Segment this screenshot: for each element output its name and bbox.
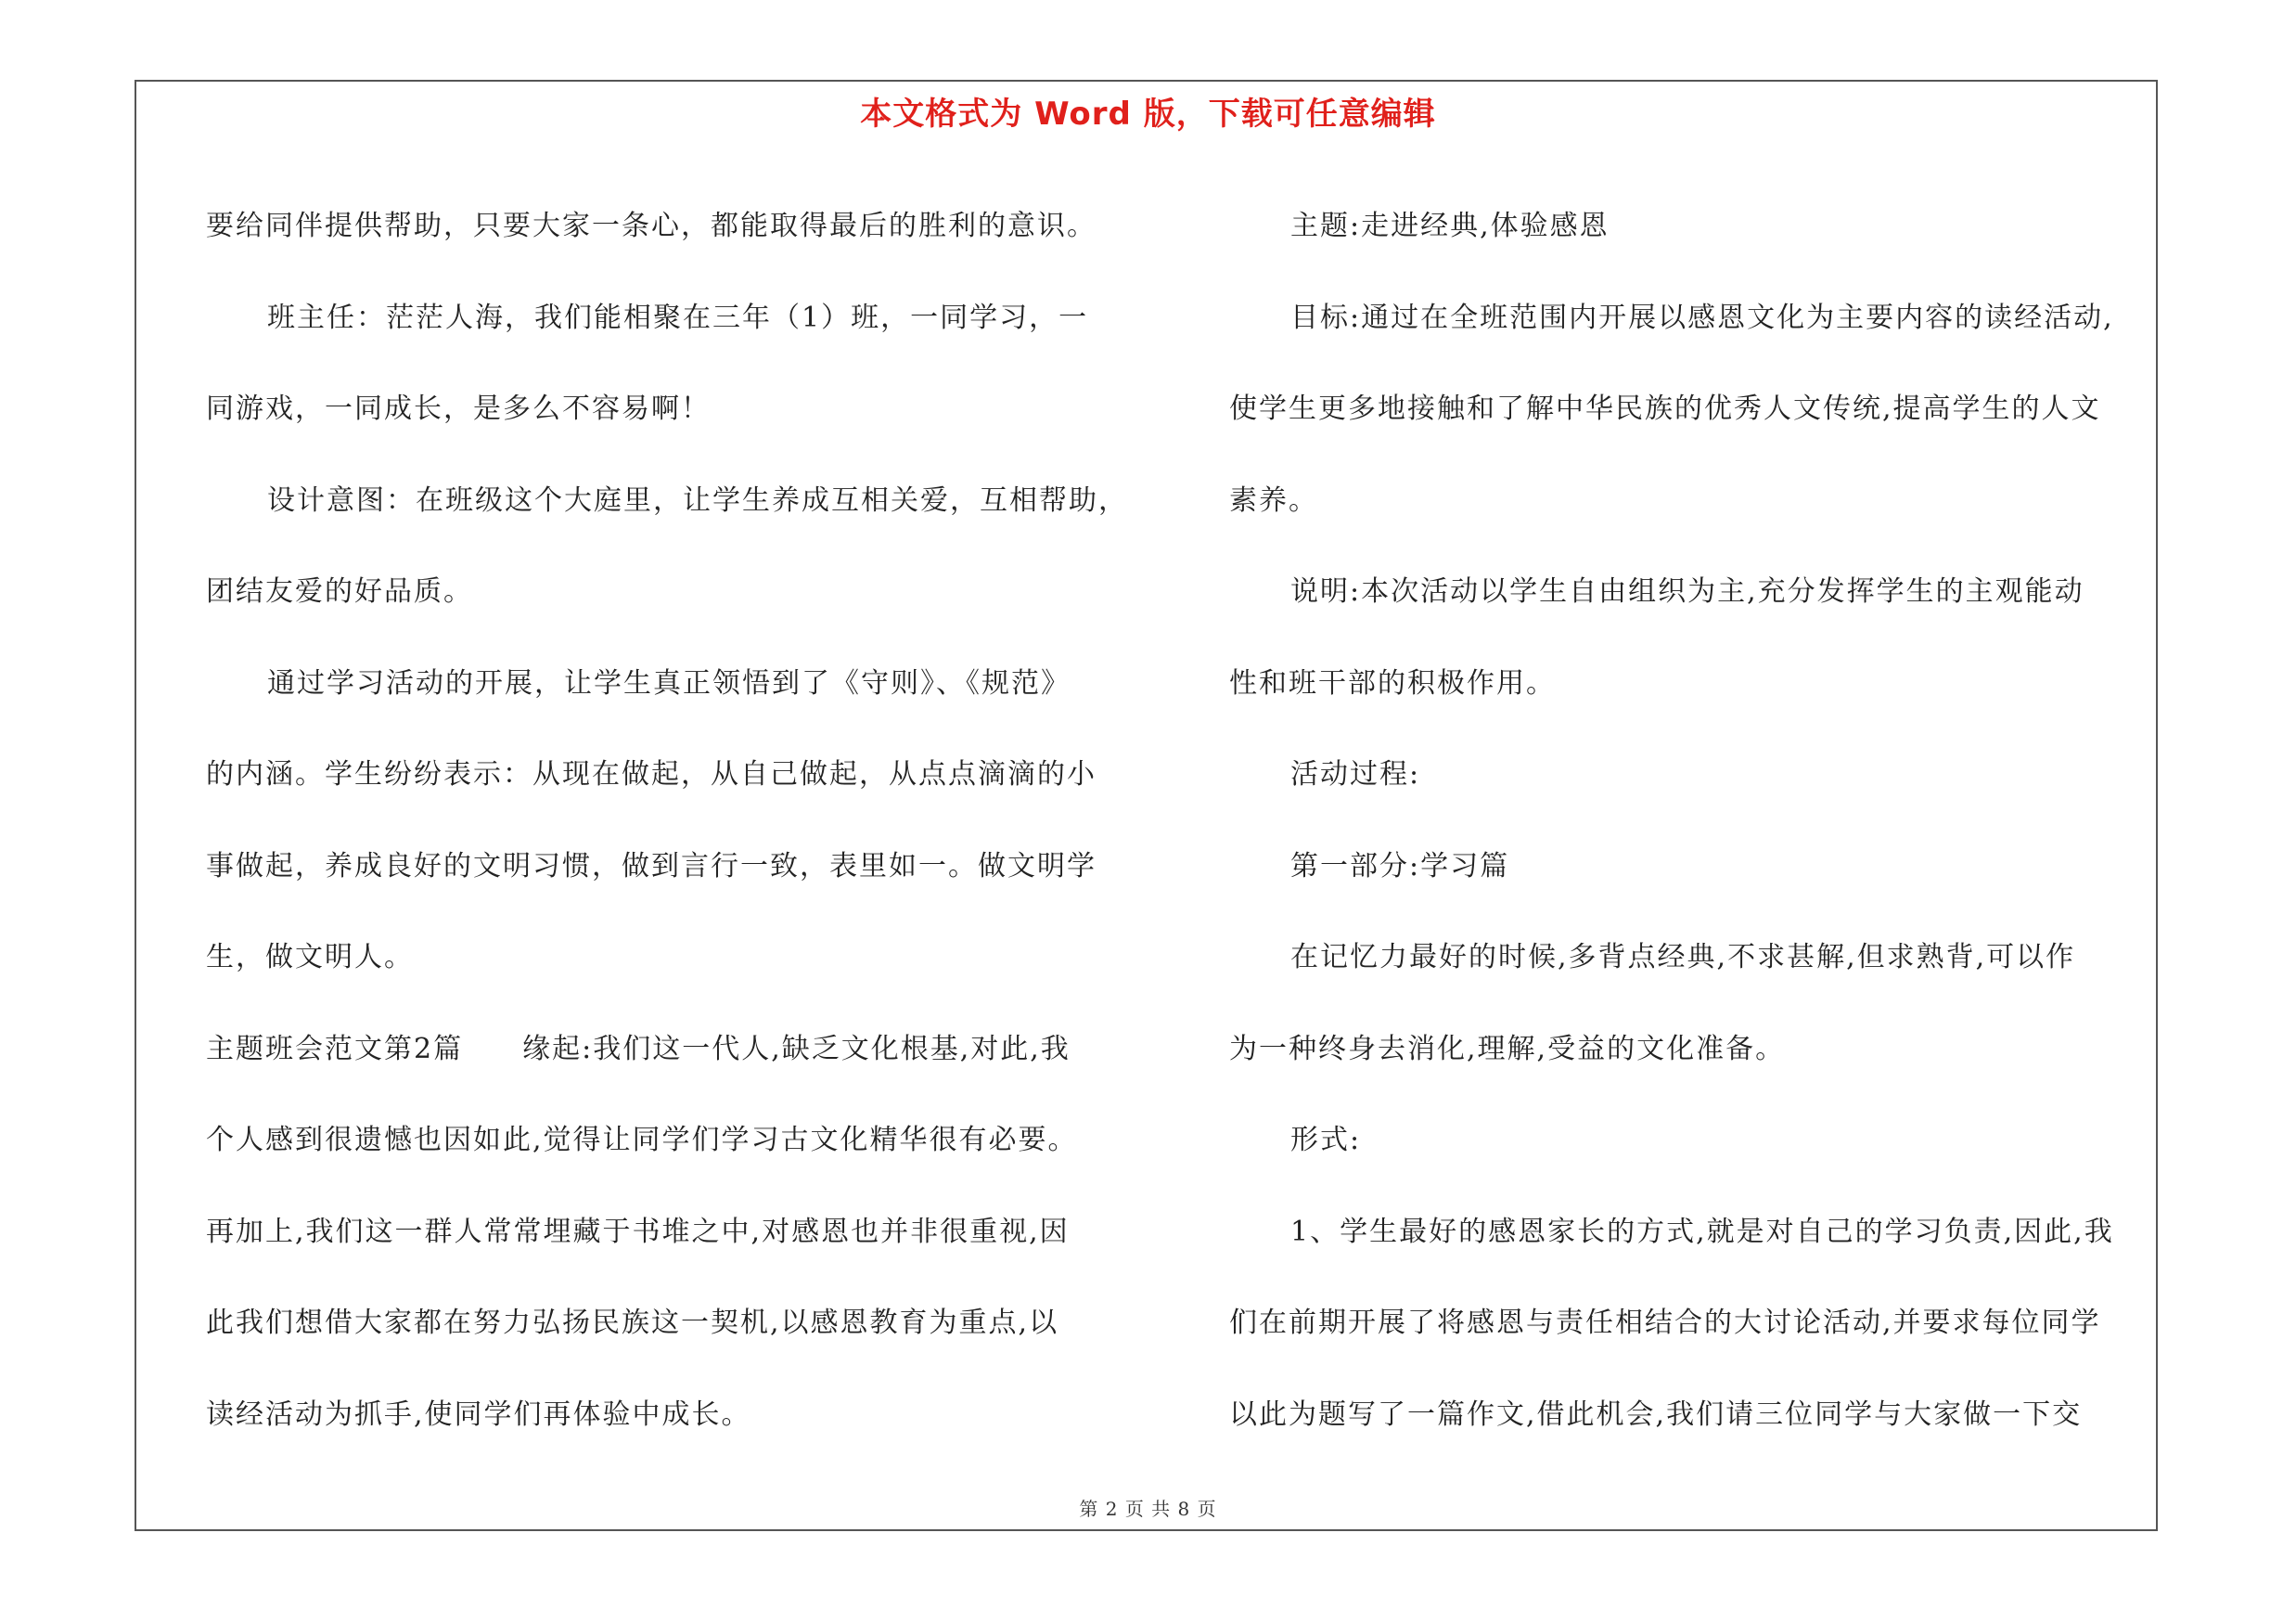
paragraph-line: 团结友爱的好品质。 <box>206 575 473 608</box>
section-heading-line: 主题班会范文第2篇 缘起:我们这一代人,缺乏文化根基,对此,我 <box>206 1032 1071 1065</box>
paragraph-line: 通过学习活动的开展，让学生真正领悟到了《守则》、《规范》 <box>267 666 1071 700</box>
paragraph-line: 事做起，养成良好的文明习惯，做到言行一致，表里如一。做文明学 <box>206 849 1097 882</box>
page-number-footer: 第 2 页 共 8 页 <box>1079 1498 1217 1520</box>
paragraph-line: 素养。 <box>1229 483 1318 517</box>
paragraph-line: 第一部分:学习篇 <box>1290 849 1510 882</box>
right-text-column <box>1229 181 2166 1461</box>
paragraph-line: 以此为题写了一篇作文,借此机会,我们请三位同学与大家做一下交 <box>1229 1398 2083 1431</box>
paragraph-line: 为一种终身去消化,理解,受益的文化准备。 <box>1229 1032 1786 1065</box>
paragraph-line: 们在前期开展了将感恩与责任相结合的大讨论活动,并要求每位同学 <box>1229 1307 2101 1339</box>
paragraph-line: 活动过程: <box>1290 758 1421 791</box>
paragraph-line: 读经活动为抓手,使同学们再体验中成长。 <box>206 1398 751 1431</box>
paragraph-line: 个人感到很遗憾也因如此,觉得让同学们学习古文化精华很有必要。 <box>206 1124 1078 1156</box>
paragraph-line: 此我们想借大家都在努力弘扬民族这一契机,以感恩教育为重点,以 <box>206 1307 1059 1339</box>
paragraph-line: 设计意图：在班级这个大庭里，让学生养成互相关爱，互相帮助， <box>267 483 1128 517</box>
paragraph-line: 同游戏，一同成长，是多么不容易啊！ <box>206 393 711 425</box>
paragraph-line: 班主任：茫茫人海，我们能相聚在三年（1）班，一同学习，一 <box>267 301 1089 334</box>
paragraph-line: 主题:走进经典,体验感恩 <box>1290 210 1610 242</box>
paragraph-line: 在记忆力最好的时候,多背点经典,不求甚解,但求熟背,可以作 <box>1290 941 2076 973</box>
document-banner: 本文格式为 Word 版，下载可任意编辑 <box>860 96 1436 133</box>
left-text-column <box>206 181 1143 1461</box>
paragraph-line: 再加上,我们这一群人常常埋藏于书堆之中,对感恩也并非很重视,因 <box>206 1215 1070 1248</box>
paragraph-line: 形式: <box>1290 1124 1362 1156</box>
paragraph-line: 目标:通过在全班范围内开展以感恩文化为主要内容的读经活动, <box>1290 301 2114 334</box>
paragraph-line: 性和班干部的积极作用。 <box>1229 666 1556 700</box>
paragraph-line: 说明:本次活动以学生自由组织为主,充分发挥学生的主观能动 <box>1290 575 2084 608</box>
paragraph-line: 使学生更多地接触和了解中华民族的优秀人文传统,提高学生的人文 <box>1229 393 2101 425</box>
paragraph-line: 的内涵。学生纷纷表示：从现在做起，从自己做起，从点点滴滴的小 <box>206 758 1097 791</box>
paragraph-line: 要给同伴提供帮助，只要大家一条心，都能取得最后的胜利的意识。 <box>206 210 1097 242</box>
paragraph-line: 生，做文明人。 <box>206 941 414 973</box>
paragraph-line: 1、学生最好的感恩家长的方式,就是对自己的学习负责,因此,我 <box>1290 1215 2114 1248</box>
